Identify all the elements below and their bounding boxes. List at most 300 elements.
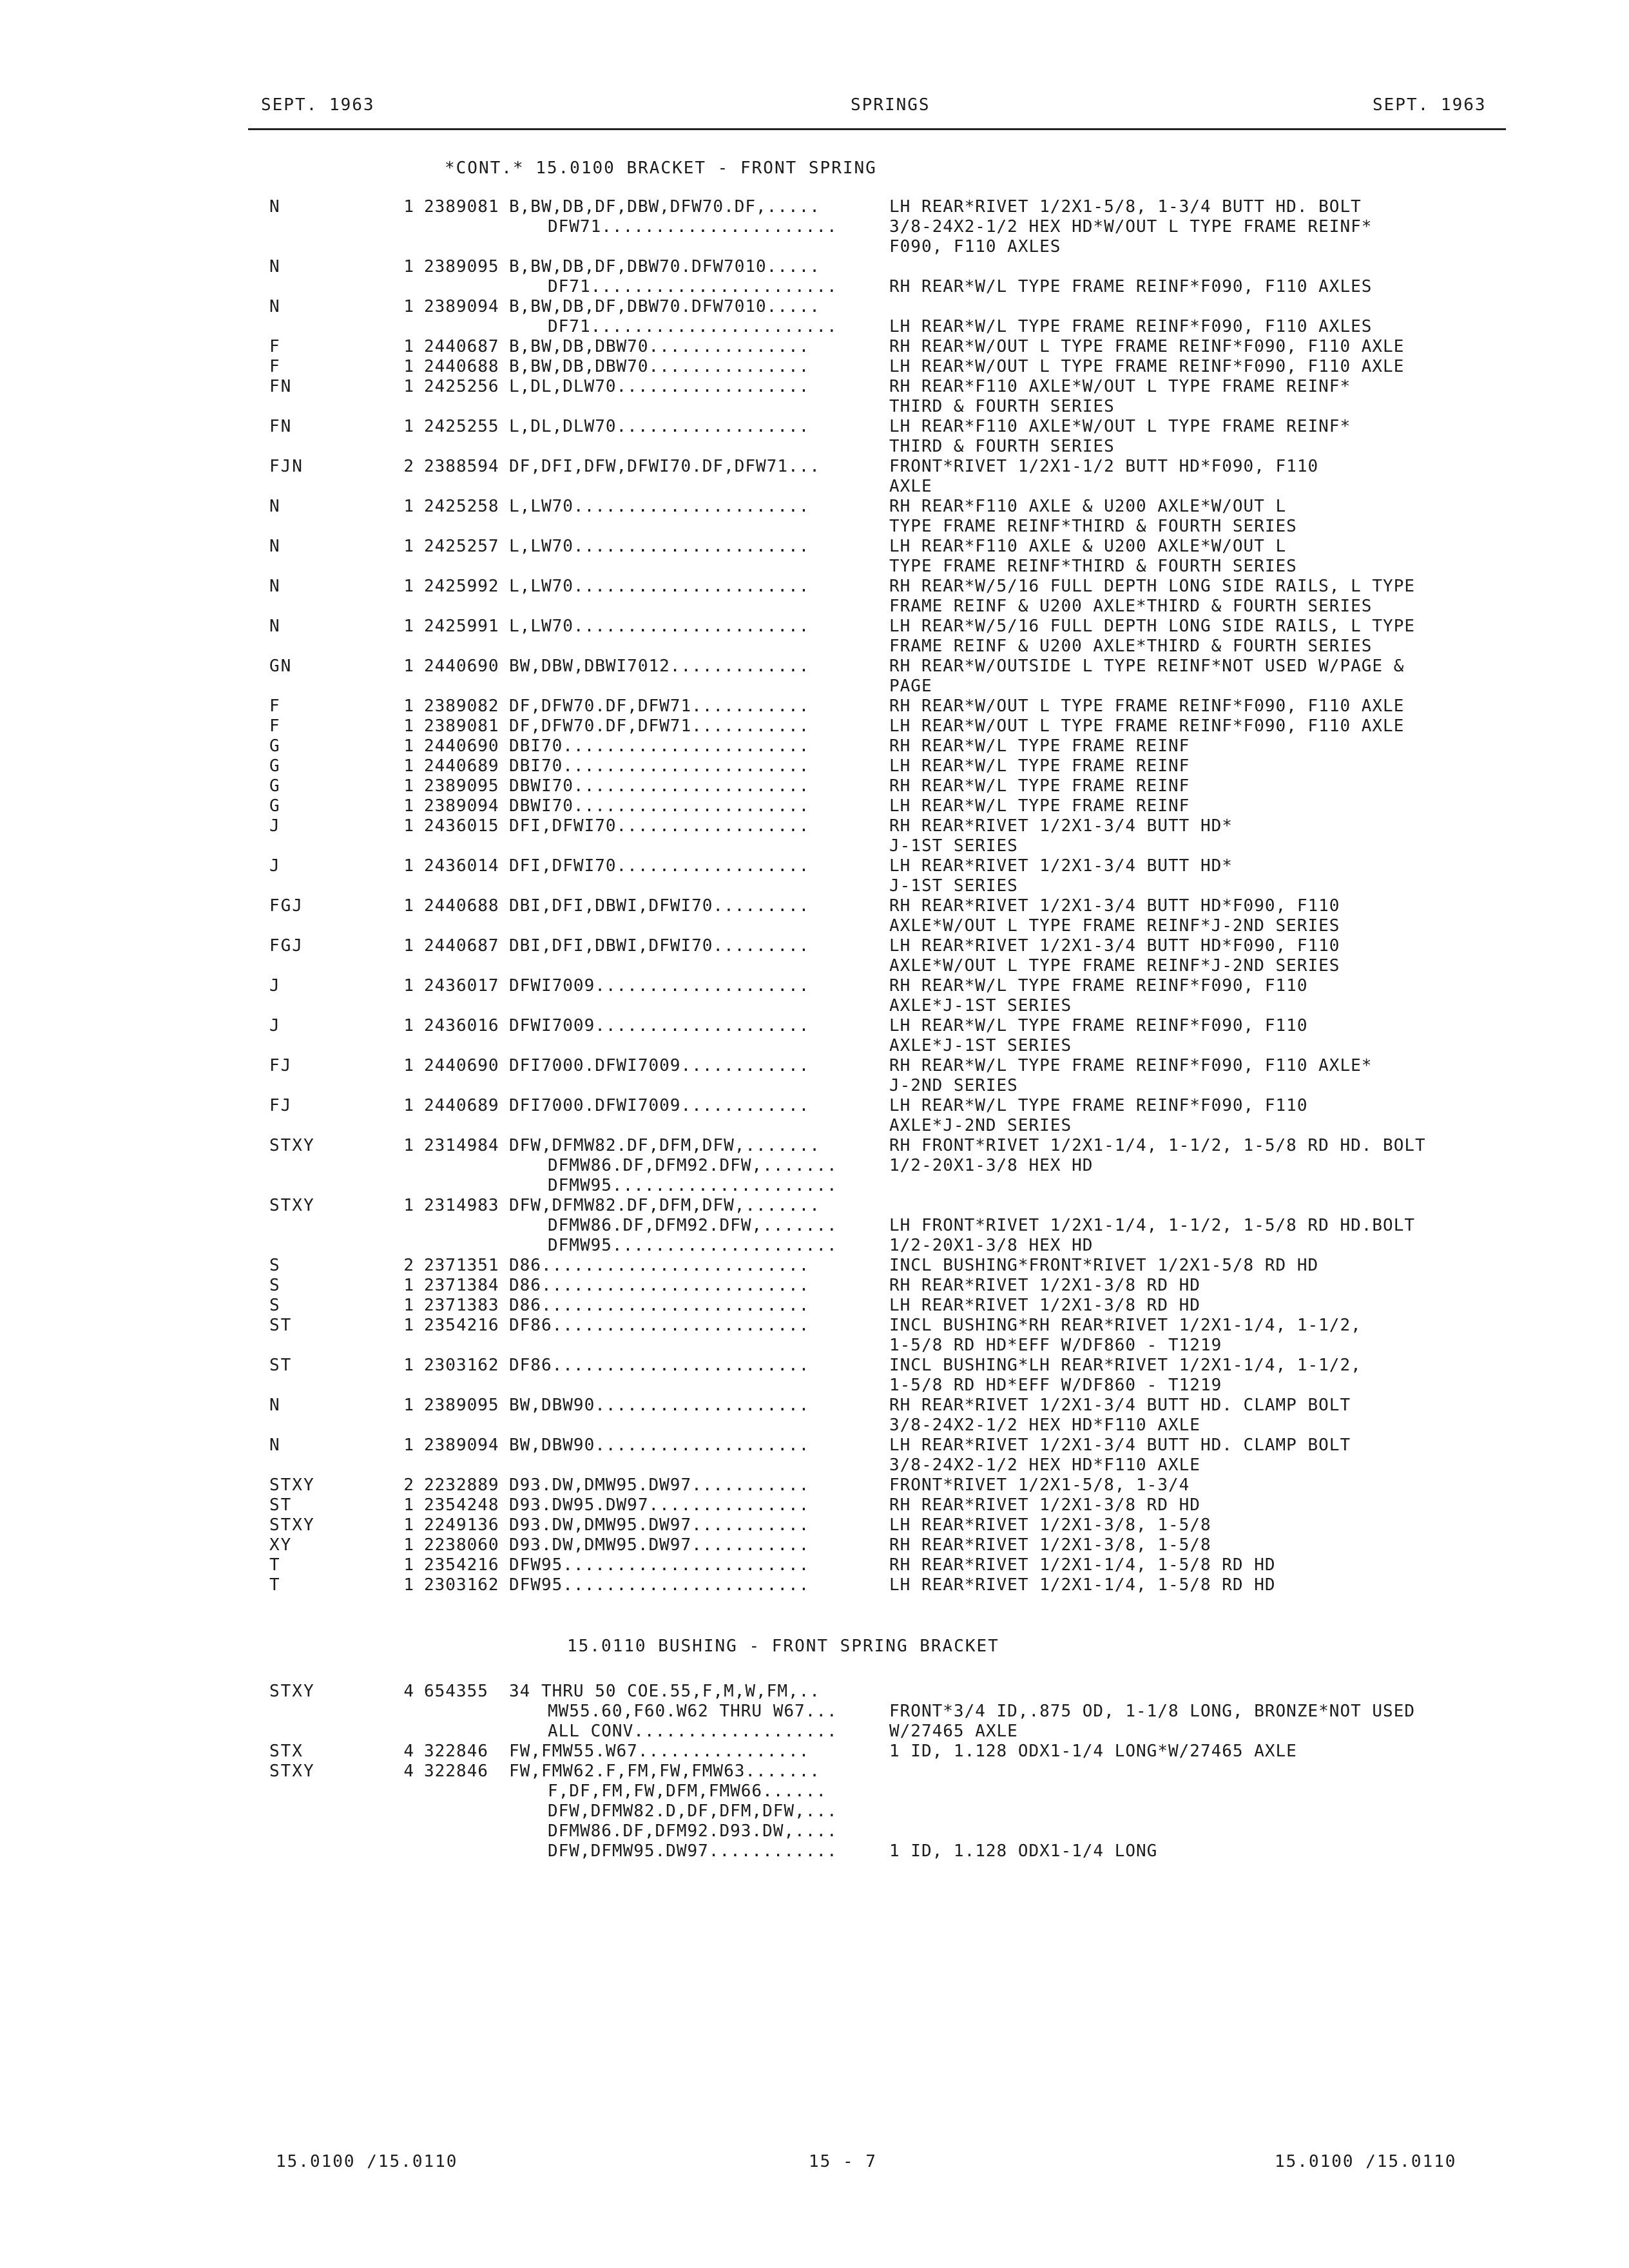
description [889, 1276, 1200, 1296]
model-code: FJ [269, 1096, 293, 1115]
application-list [509, 537, 809, 557]
application-list [509, 1396, 809, 1416]
quantity: 4 [403, 1762, 414, 1781]
description [889, 1136, 1426, 1176]
model-code: FN [269, 377, 293, 396]
part-number: 2436014 [424, 856, 499, 876]
description-line: INCL BUSHING*RH REAR*RIVET 1/2X1-1/4, 1-1/2, [889, 1316, 1362, 1335]
description [889, 337, 1404, 357]
model-code: S [269, 1296, 281, 1315]
description-line: THIRD & FOURTH SERIES [889, 397, 1115, 416]
quantity: 1 [403, 1515, 414, 1535]
description-line: LH REAR*RIVET 1/2X1-3/4 BUTT HD*F090, F110 [889, 936, 1340, 956]
model-code: STX [269, 1742, 304, 1761]
application-line: L,DL,DLW70.................. [509, 417, 810, 436]
description [889, 736, 1190, 756]
model-code: J [269, 856, 281, 876]
application-line: DF,DFW70.DF,DFW71........... [509, 716, 810, 736]
application-line: DFWI7009.................... [509, 976, 810, 995]
description [889, 896, 1340, 936]
application-list [509, 856, 809, 876]
application-line: DFI,DFWI70.................. [509, 816, 810, 836]
model-code: ST [269, 1316, 293, 1335]
description-line: RH REAR*RIVET 1/2X1-3/4 BUTT HD*F090, F110 [889, 896, 1340, 916]
application-list [509, 716, 809, 736]
part-number: 2389095 [424, 776, 499, 796]
description-line: 1 ID, 1.128 ODX1-1/4 LONG*W/27465 AXLE [889, 1742, 1297, 1761]
part-number: 2303162 [424, 1575, 499, 1595]
part-number: 2371383 [424, 1296, 499, 1315]
header-title: SPRINGS [851, 95, 930, 115]
application-list [509, 1535, 809, 1555]
part-number: 2389094 [424, 1436, 499, 1455]
application-list [509, 657, 809, 677]
header-date-right: SEPT. 1963 [1373, 95, 1487, 115]
application-list [509, 357, 809, 377]
description [889, 1515, 1211, 1535]
description-line: RH REAR*W/L TYPE FRAME REINF*F090, F110 AXLE* [889, 1056, 1373, 1075]
application-line: DF,DFW70.DF,DFW71........... [509, 697, 810, 716]
application-line: DFW,DFMW82.DF,DFM,DFW,....... [509, 1136, 820, 1155]
application-line: DF86........................ [509, 1316, 810, 1335]
application-line: DFW,DFMW95.DW97............ [548, 1841, 838, 1861]
quantity: 1 [403, 297, 414, 316]
description-line: AXLE*J-1ST SERIES [889, 1036, 1072, 1055]
quantity: 1 [403, 537, 414, 556]
application-list [509, 497, 809, 517]
quantity: 1 [403, 736, 414, 756]
description-line: LH REAR*RIVET 1/2X1-3/8 RD HD [889, 1296, 1200, 1315]
application-line: DFW95....................... [509, 1555, 810, 1575]
model-code: G [269, 736, 281, 756]
application-line: B,BW,DB,DF,DBW70.DFW7010..... [509, 257, 820, 276]
description-line: 1 ID, 1.128 ODX1-1/4 LONG [889, 1841, 1158, 1861]
description [889, 1016, 1307, 1056]
model-code: STXY [269, 1136, 315, 1155]
model-code: F [269, 716, 281, 736]
description-line: FRAME REINF & U200 AXLE*THIRD & FOURTH SERIES [889, 637, 1373, 656]
description-line: TYPE FRAME REINF*THIRD & FOURTH SERIES [889, 557, 1297, 576]
application-list [509, 1575, 809, 1595]
description [889, 1555, 1276, 1575]
part-number: 2232889 [424, 1475, 499, 1495]
application-list [509, 1555, 809, 1575]
description [889, 776, 1190, 796]
application-list [509, 1682, 838, 1742]
description [889, 1396, 1351, 1436]
quantity: 1 [403, 1555, 414, 1575]
application-line: DFI7000.DFWI7009............ [509, 1056, 810, 1075]
description-line: J-1ST SERIES [889, 876, 1018, 896]
footer-left: 15.0100 /15.0110 [276, 2152, 458, 2171]
description-line: RH REAR*W/OUT L TYPE FRAME REINF*F090, F110 AXLE [889, 697, 1405, 716]
header-date-left: SEPT. 1963 [261, 95, 375, 115]
model-code: N [269, 1436, 281, 1455]
description-line: THIRD & FOURTH SERIES [889, 437, 1115, 456]
model-code: XY [269, 1535, 293, 1555]
quantity: 1 [403, 257, 414, 276]
application-line: F,DF,FM,FW,DFM,FMW66...... [548, 1782, 827, 1801]
description [889, 257, 1372, 297]
description-line: W/27465 AXLE [889, 1722, 1018, 1741]
application-line: DFI,DFWI70.................. [509, 856, 810, 876]
model-code: STXY [269, 1475, 315, 1495]
quantity: 1 [403, 816, 414, 836]
part-number: 654355 [424, 1682, 488, 1701]
description [889, 1196, 1415, 1256]
quantity: 1 [403, 497, 414, 516]
description-line: RH REAR*F110 AXLE*W/OUT L TYPE FRAME REINF* [889, 377, 1351, 396]
application-line: L,LW70...................... [509, 617, 810, 636]
application-list [509, 1056, 809, 1076]
application-list [509, 936, 809, 956]
description-line: RH REAR*W/L TYPE FRAME REINF*F090, F110 AXLES [889, 277, 1373, 296]
quantity: 1 [403, 1056, 414, 1075]
description-line: RH REAR*W/L TYPE FRAME REINF [889, 736, 1190, 756]
application-line: D86......................... [509, 1256, 810, 1275]
application-line: DBWI70...................... [509, 796, 810, 816]
description [889, 1296, 1200, 1316]
description-line: RH FRONT*RIVET 1/2X1-1/4, 1-1/2, 1-5/8 RD HD. BOLT [889, 1136, 1426, 1155]
model-code: J [269, 976, 281, 995]
part-number: 2440690 [424, 1056, 499, 1075]
quantity: 1 [403, 856, 414, 876]
application-list [509, 1436, 809, 1456]
description-line: FRONT*3/4 ID,.875 OD, 1-1/8 LONG, BRONZE*NOT USED [889, 1702, 1416, 1721]
section-title: 15.0110 BUSHING - FRONT SPRING BRACKET [567, 1637, 999, 1656]
application-list [509, 577, 809, 597]
quantity: 2 [403, 1256, 414, 1275]
description-line [889, 1682, 1415, 1702]
application-list [509, 736, 809, 756]
quantity: 1 [403, 377, 414, 396]
part-number: 2249136 [424, 1515, 499, 1535]
model-code: GN [269, 657, 293, 676]
description [889, 856, 1233, 896]
description [889, 197, 1372, 257]
description-line: LH REAR*W/L TYPE FRAME REINF*F090, F110 AXLES [889, 317, 1373, 336]
part-number: 2314983 [424, 1196, 499, 1215]
model-code: T [269, 1555, 281, 1575]
description [889, 1495, 1200, 1515]
application-list [509, 1316, 809, 1336]
application-line: L,DL,DLW70.................. [509, 377, 810, 396]
model-code: S [269, 1276, 281, 1295]
description-line: J-2ND SERIES [889, 1076, 1018, 1095]
application-line: DF71....................... [548, 317, 838, 336]
model-code: F [269, 357, 281, 376]
quantity: 1 [403, 197, 414, 216]
model-code: STXY [269, 1762, 315, 1781]
quantity: 1 [403, 657, 414, 676]
description-line: 3/8-24X2-1/2 HEX HD*W/OUT L TYPE FRAME REINF* [889, 217, 1373, 236]
application-line: B,BW,DB,DBW70............... [509, 337, 810, 356]
description [889, 697, 1404, 716]
application-list [509, 776, 809, 796]
description-line: LH REAR*W/OUT L TYPE FRAME REINF*F090, F110 AXLE [889, 357, 1405, 376]
model-code: N [269, 1396, 281, 1415]
application-line: L,LW70...................... [509, 497, 810, 516]
description [889, 657, 1404, 697]
application-line: MW55.60,F60.W62 THRU W67... [548, 1702, 838, 1721]
part-number: 2425255 [424, 417, 499, 436]
quantity: 1 [403, 697, 414, 716]
quantity: 1 [403, 1276, 414, 1295]
part-number: 2314984 [424, 1136, 499, 1155]
application-list [509, 617, 809, 637]
application-line: DFW,DFMW82.DF,DFM,DFW,....... [509, 1196, 820, 1215]
description [889, 1436, 1351, 1475]
description-line: FRONT*RIVET 1/2X1-1/2 BUTT HD*F090, F110 [889, 457, 1319, 476]
description-line: J-1ST SERIES [889, 836, 1018, 856]
description-line: LH REAR*RIVET 1/2X1-3/4 BUTT HD* [889, 856, 1233, 876]
application-list [509, 1136, 838, 1196]
part-number: 2440690 [424, 736, 499, 756]
quantity: 1 [403, 617, 414, 636]
description-line [889, 1802, 1157, 1821]
part-number: 2440687 [424, 337, 499, 356]
part-number: 2354248 [424, 1495, 499, 1515]
description [889, 577, 1415, 617]
application-line: D93.DW,DMW95.DW97........... [509, 1515, 810, 1535]
part-number: 2389081 [424, 716, 499, 736]
application-line: ALL CONV................... [548, 1722, 838, 1741]
application-line: D86......................... [509, 1296, 810, 1315]
application-list [509, 796, 809, 816]
part-number: 2389094 [424, 796, 499, 816]
part-number: 2238060 [424, 1535, 499, 1555]
description-line: RH REAR*RIVET 1/2X1-3/8, 1-5/8 [889, 1535, 1211, 1555]
quantity: 1 [403, 337, 414, 356]
quantity: 1 [403, 936, 414, 956]
part-number: 2440689 [424, 756, 499, 776]
model-code: STXY [269, 1515, 315, 1535]
description-line: LH REAR*W/5/16 FULL DEPTH LONG SIDE RAILS, L TYPE [889, 617, 1416, 636]
application-line: L,LW70...................... [509, 537, 810, 556]
model-code: FJN [269, 457, 304, 476]
part-number: 2440688 [424, 896, 499, 916]
description [889, 1316, 1362, 1356]
model-code: ST [269, 1356, 293, 1375]
model-code: N [269, 297, 281, 316]
description [889, 1356, 1362, 1396]
description [889, 976, 1307, 1016]
application-line: FW,FMW55.W67................ [509, 1742, 810, 1761]
description-line: LH REAR*W/L TYPE FRAME REINF [889, 796, 1190, 816]
description-line: TYPE FRAME REINF*THIRD & FOURTH SERIES [889, 517, 1297, 536]
application-line: B,BW,DB,DF,DBW,DFW70.DF,..... [509, 197, 820, 216]
application-list [509, 297, 838, 337]
quantity: 1 [403, 896, 414, 916]
quantity: 1 [403, 357, 414, 376]
footer-page-number: 15 - 7 [809, 2152, 877, 2171]
application-list [509, 417, 809, 437]
part-number: 2354216 [424, 1555, 499, 1575]
quantity: 1 [403, 756, 414, 776]
part-number: 2389095 [424, 257, 499, 276]
description-line: AXLE*J-2ND SERIES [889, 1116, 1072, 1135]
description [889, 1575, 1276, 1595]
description [889, 1682, 1415, 1742]
application-line: DBI70....................... [509, 736, 810, 756]
application-line: DF71....................... [548, 277, 838, 296]
application-line: BW,DBW,DBWI7012............. [509, 657, 810, 676]
description-line [889, 257, 1372, 277]
application-line: D93.DW,DMW95.DW97........... [509, 1535, 810, 1555]
quantity: 1 [403, 776, 414, 796]
part-number: 2425257 [424, 537, 499, 556]
application-list [509, 377, 809, 397]
description-line: INCL BUSHING*LH REAR*RIVET 1/2X1-1/4, 1-1/2, [889, 1356, 1362, 1375]
description-line: F090, F110 AXLES [889, 237, 1061, 256]
application-line: DFMW95..................... [548, 1236, 838, 1255]
application-line: DF86........................ [509, 1356, 810, 1375]
description [889, 1056, 1372, 1096]
application-list [509, 756, 809, 776]
quantity: 1 [403, 1196, 414, 1215]
part-number: 2436017 [424, 976, 499, 995]
description-line: LH REAR*W/L TYPE FRAME REINF [889, 756, 1190, 776]
model-code: J [269, 816, 281, 836]
description [889, 716, 1404, 736]
description-line [889, 1196, 1415, 1216]
description [889, 417, 1351, 457]
application-list [509, 976, 809, 996]
quantity: 1 [403, 1136, 414, 1155]
application-line: DF,DFI,DFW,DFWI70.DF,DFW71... [509, 457, 820, 476]
model-code: F [269, 697, 281, 716]
application-list [509, 1742, 809, 1762]
model-code: N [269, 197, 281, 216]
description-line [889, 297, 1372, 317]
application-line: DBI,DFI,DBWI,DFWI70......... [509, 896, 810, 916]
description [889, 457, 1318, 497]
description [889, 816, 1233, 856]
description-line: LH REAR*F110 AXLE*W/OUT L TYPE FRAME REINF* [889, 417, 1351, 436]
quantity: 2 [403, 457, 414, 476]
description-line: LH REAR*RIVET 1/2X1-5/8, 1-3/4 BUTT HD. BOLT [889, 197, 1362, 216]
part-number: 2425991 [424, 617, 499, 636]
application-line: DFW95....................... [509, 1575, 810, 1595]
model-code: FJ [269, 1056, 293, 1075]
model-code: G [269, 776, 281, 796]
description-line: LH REAR*RIVET 1/2X1-3/4 BUTT HD. CLAMP BOLT [889, 1436, 1351, 1455]
application-list [509, 896, 809, 916]
description-line: RH REAR*RIVET 1/2X1-3/4 BUTT HD. CLAMP BOLT [889, 1396, 1351, 1415]
description [889, 1475, 1190, 1495]
description-line: LH REAR*W/OUT L TYPE FRAME REINF*F090, F110 AXLE [889, 716, 1405, 736]
part-number: 2425256 [424, 377, 499, 396]
application-list [509, 1016, 809, 1036]
section-title: *CONT.* 15.0100 BRACKET - FRONT SPRING [445, 159, 877, 178]
application-line: DFI7000.DFWI7009............ [509, 1096, 810, 1115]
description-line: RH REAR*F110 AXLE & U200 AXLE*W/OUT L [889, 497, 1287, 516]
application-line: 34 THRU 50 COE.55,F,M,W,FM,.. [509, 1682, 820, 1701]
description-line: LH FRONT*RIVET 1/2X1-1/4, 1-1/2, 1-5/8 RD HD.BOLT [889, 1216, 1416, 1235]
application-line: DBI,DFI,DBWI,DFWI70......... [509, 936, 810, 956]
description-line: 1-5/8 RD HD*EFF W/DF860 - T1219 [889, 1376, 1222, 1395]
quantity: 1 [403, 1356, 414, 1375]
part-number: 2354216 [424, 1316, 499, 1335]
part-number: 322846 [424, 1742, 488, 1761]
description [889, 1535, 1211, 1555]
part-number: 2425992 [424, 577, 499, 596]
quantity: 1 [403, 1436, 414, 1455]
application-list [509, 1515, 809, 1535]
description-line: RH REAR*W/L TYPE FRAME REINF*F090, F110 [889, 976, 1308, 995]
description-line: 1-5/8 RD HD*EFF W/DF860 - T1219 [889, 1336, 1222, 1355]
description [889, 497, 1297, 537]
description-line: RH REAR*W/OUT L TYPE FRAME REINF*F090, F110 AXLE [889, 337, 1405, 356]
part-number: 2440687 [424, 936, 499, 956]
part-number: 2440690 [424, 657, 499, 676]
description [889, 936, 1340, 976]
application-line: D93.DW,DMW95.DW97........... [509, 1475, 810, 1495]
application-line: FW,FMW62.F,FM,FW,FMW63....... [509, 1762, 820, 1781]
quantity: 1 [403, 976, 414, 995]
model-code: FGJ [269, 936, 304, 956]
description-line [889, 1782, 1157, 1802]
description-line: FRONT*RIVET 1/2X1-5/8, 1-3/4 [889, 1475, 1190, 1495]
model-code: FGJ [269, 896, 304, 916]
description [889, 1762, 1157, 1861]
description-line: PAGE [889, 677, 932, 696]
description-line: RH REAR*W/L TYPE FRAME REINF [889, 776, 1190, 796]
application-line: DFMW86.DF,DFM92.DFW,....... [548, 1156, 838, 1175]
application-line: DFMW95..................... [548, 1176, 838, 1195]
description-line: RH REAR*W/OUTSIDE L TYPE REINF*NOT USED W/PAGE & [889, 657, 1405, 676]
description [889, 297, 1372, 337]
quantity: 1 [403, 577, 414, 596]
quantity: 2 [403, 1475, 414, 1495]
description-line: FRAME REINF & U200 AXLE*THIRD & FOURTH SERIES [889, 597, 1373, 616]
model-code: T [269, 1575, 281, 1595]
application-line: B,BW,DB,DBW70............... [509, 357, 810, 376]
application-line: DBWI70...................... [509, 776, 810, 796]
part-number: 2389094 [424, 297, 499, 316]
application-list [509, 1475, 809, 1495]
quantity: 1 [403, 1096, 414, 1115]
application-line: L,LW70...................... [509, 577, 810, 596]
description [889, 537, 1297, 577]
part-number: 2388594 [424, 457, 499, 476]
application-list [509, 457, 820, 477]
quantity: 1 [403, 796, 414, 816]
application-list [509, 1495, 809, 1515]
application-list [509, 337, 809, 357]
model-code: N [269, 617, 281, 636]
description [889, 756, 1190, 776]
quantity: 1 [403, 417, 414, 436]
description [889, 377, 1351, 417]
quantity: 1 [403, 1575, 414, 1595]
model-code: J [269, 1016, 281, 1035]
application-list [509, 1276, 809, 1296]
part-number: 2389095 [424, 1396, 499, 1415]
application-list [509, 1296, 809, 1316]
part-number: 2303162 [424, 1356, 499, 1375]
description-line: LH REAR*F110 AXLE & U200 AXLE*W/OUT L [889, 537, 1287, 556]
application-list [509, 1196, 838, 1256]
description [889, 1096, 1307, 1136]
model-code: N [269, 497, 281, 516]
part-number: 2371384 [424, 1276, 499, 1295]
model-code: N [269, 537, 281, 556]
description-line: RH REAR*RIVET 1/2X1-1/4, 1-5/8 RD HD [889, 1555, 1276, 1575]
description-line: RH REAR*RIVET 1/2X1-3/8 RD HD [889, 1495, 1200, 1515]
quantity: 4 [403, 1742, 414, 1761]
description-line [889, 1821, 1157, 1841]
